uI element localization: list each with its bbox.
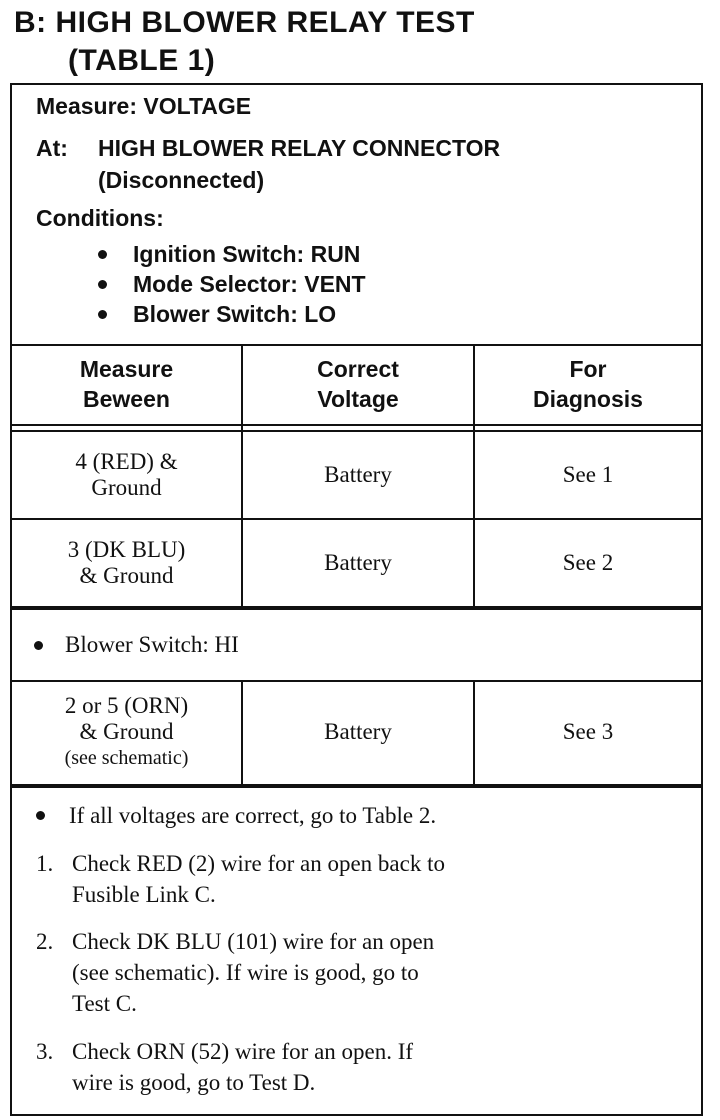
- condition-item: [98, 241, 360, 268]
- bullet-icon: [98, 280, 107, 289]
- at-sub: (Disconnected): [98, 167, 265, 193]
- condition-row: [12, 608, 701, 682]
- note-bullet: If all voltages are correct, go to Table 2.: [36, 800, 436, 831]
- cell-voltage: Battery: [243, 520, 475, 606]
- cell-measure: 2 or 5 (ORN) & Ground (see schematic): [12, 680, 243, 784]
- table-row: [12, 680, 701, 784]
- col-header-voltage: Correct Voltage: [243, 344, 475, 424]
- measure-label: Measure: VOLTAGE: [36, 93, 252, 119]
- measurement-table: [10, 344, 703, 786]
- page-title: [14, 4, 475, 80]
- title-line-1: B: HIGH BLOWER RELAY TEST: [14, 6, 475, 39]
- title-line-2: (TABLE 1): [68, 44, 216, 77]
- table-row: [12, 520, 701, 608]
- note-item: 3. Check ORN (52) wire for an open. If wire is good, go to Test D.: [36, 1039, 414, 1095]
- conditions-box: [10, 83, 703, 346]
- at-value: HIGH BLOWER RELAY CONNECTOR: [98, 135, 501, 161]
- table-row: [12, 432, 701, 520]
- at-label: At:: [36, 135, 68, 161]
- note-item: 1. Check RED (2) wire for an open back to Fusible Link C.: [36, 851, 445, 907]
- note-item: 2. Check DK BLU (101) wire for an open (see schematic). If wire is good, go to Test C.: [36, 929, 435, 1016]
- cell-voltage: Battery: [243, 432, 475, 518]
- cell-voltage: Battery: [243, 680, 475, 784]
- col-header-diagnosis: For Diagnosis: [533, 356, 643, 412]
- cell-diagnosis: See 3: [562, 719, 614, 744]
- notes-box: [10, 786, 703, 1116]
- bullet-icon: [98, 310, 107, 319]
- condition-item: [98, 271, 366, 298]
- condition-text: Blower Switch: LO: [133, 301, 337, 327]
- condition-text: Blower Switch: HI: [65, 632, 239, 657]
- bullet-icon: [34, 641, 43, 650]
- header-double-rule: [12, 424, 701, 432]
- bullet-icon: [36, 811, 45, 820]
- conditions-label: Conditions:: [36, 205, 164, 231]
- col-header-measure: Measure Beween: [12, 344, 243, 424]
- condition-text: Mode Selector: VENT: [133, 271, 366, 297]
- condition-item: [98, 301, 336, 328]
- condition-text: Ignition Switch: RUN: [133, 241, 361, 267]
- bullet-icon: [98, 250, 107, 259]
- table-header-row: [12, 344, 701, 424]
- cell-diagnosis: See 2: [562, 550, 614, 575]
- cell-measure: 4 (RED) & Ground: [12, 432, 243, 518]
- cell-diagnosis: See 1: [562, 462, 614, 487]
- cell-measure: 3 (DK BLU) & Ground: [12, 520, 243, 606]
